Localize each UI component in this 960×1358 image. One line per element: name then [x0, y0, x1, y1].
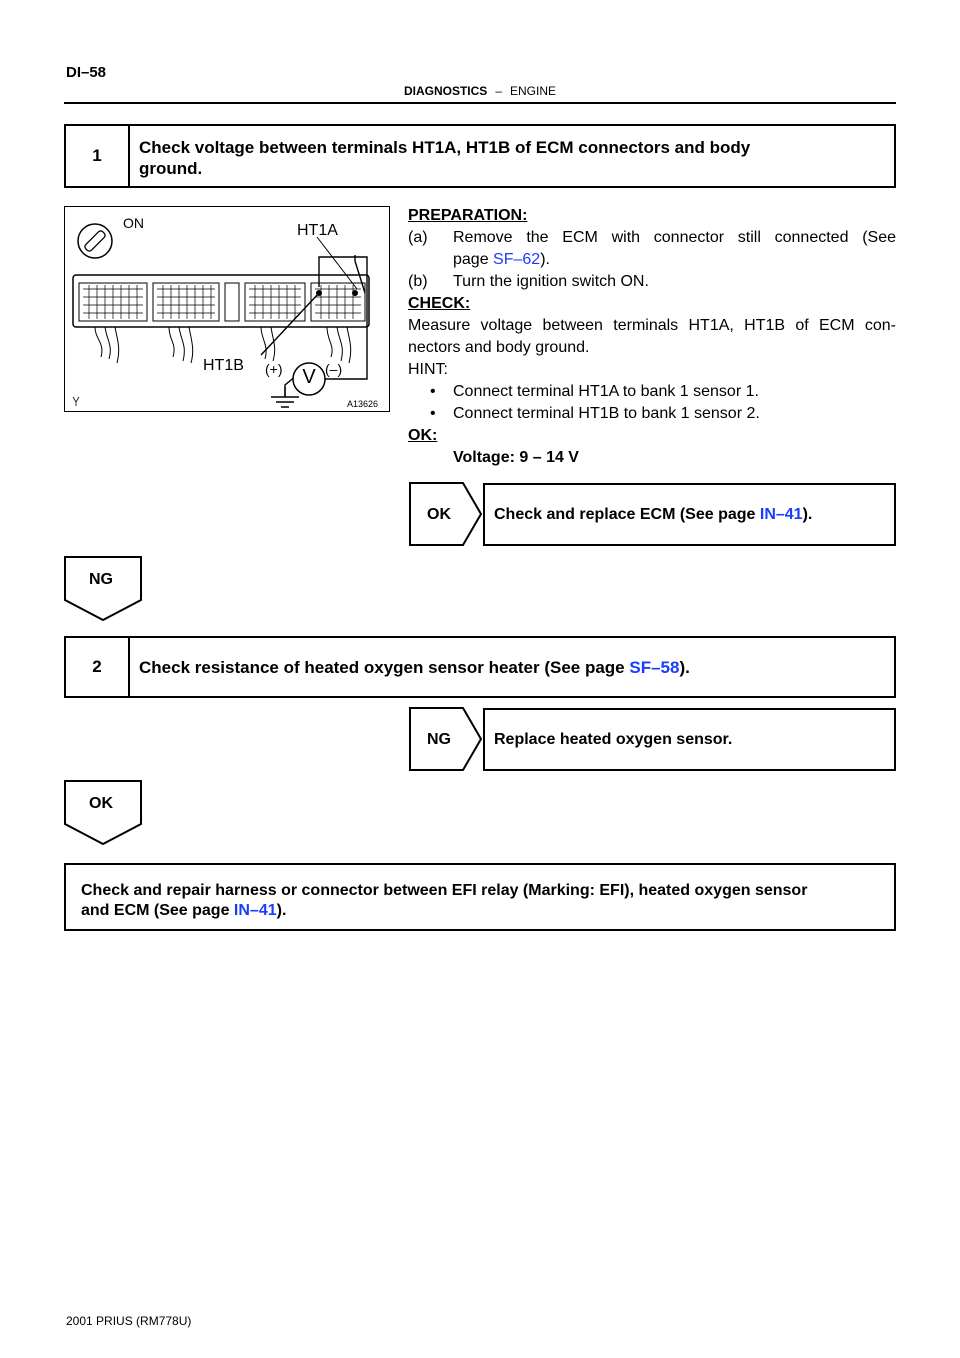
ok-value: Voltage: 9 – 14 V — [453, 449, 579, 466]
header-separator: – — [495, 84, 502, 98]
check-line1: Measure voltage between terminals HT1A, HT1B of ECM con- — [408, 317, 896, 334]
figure-label-ht1b: HT1B — [203, 357, 244, 374]
ecm-connector-diagram — [65, 207, 389, 411]
result-1-text: Check and replace ECM (See page IN–41). — [494, 506, 813, 523]
procedure-text — [408, 205, 896, 469]
step-1-number: 1 — [66, 126, 130, 186]
step-2-box — [64, 636, 896, 698]
link-sf-62[interactable]: SF–62 — [493, 251, 541, 268]
figure-label-ht1a: HT1A — [297, 222, 338, 239]
prep-step-a-line1: Remove the ECM with connector still connected (See — [453, 229, 896, 246]
ecm-connector-body — [73, 275, 369, 327]
branch-1-tag: NG — [89, 571, 113, 588]
figure-label-on: ON — [123, 215, 144, 231]
result-1-tag: OK — [427, 506, 451, 523]
figure-label-minus: (–) — [325, 361, 343, 377]
ht1a-terminal — [352, 290, 358, 296]
link-in-41-b[interactable]: IN–41 — [233, 902, 277, 919]
header-rule — [64, 102, 896, 104]
link-in-41-a[interactable]: IN–41 — [759, 506, 803, 523]
final-action-box — [64, 863, 896, 931]
prep-step-b: (b) Turn the ignition switch ON. — [408, 273, 649, 290]
header-section — [0, 84, 960, 98]
final-action-line1: Check and repair harness or connector between EFI relay (Marking: EFI), heated oxygen sensor — [81, 882, 808, 899]
step-1-title-line2: ground. — [139, 159, 203, 178]
ecm-connector-figure — [64, 206, 390, 412]
header-section-title: DIAGNOSTICS — [403, 84, 488, 98]
header-subsection: ENGINE — [510, 84, 557, 98]
branch-2-arrow-shape — [64, 780, 144, 846]
step-1-title-line1: Check voltage between terminals HT1A, HT1B of ECM connectors and body — [139, 138, 751, 157]
step-1-title — [139, 137, 750, 179]
hint-item-2: • Connect terminal HT1B to bank 1 sensor 2. — [430, 405, 760, 422]
check-heading: CHECK: — [408, 295, 471, 312]
result-2-text: Replace heated oxygen sensor. — [494, 731, 733, 748]
step-1-box — [64, 124, 896, 188]
branch-1-arrow-shape — [64, 556, 144, 622]
ground-symbol-icon — [271, 387, 299, 407]
ignition-switch-icon — [78, 224, 112, 258]
ht1b-terminal — [316, 290, 322, 296]
hint-heading: HINT: — [408, 361, 448, 378]
corner-mark-icon — [73, 397, 79, 406]
figure-label-plus: (+) — [265, 361, 283, 377]
branch-2-tag: OK — [89, 795, 113, 812]
hint-item-1: • Connect terminal HT1A to bank 1 sensor 1. — [430, 383, 759, 400]
final-action-line2: and ECM (See page IN–41). — [81, 902, 287, 919]
link-sf-58[interactable]: SF–58 — [629, 658, 680, 677]
prep-step-a: (a) Remove the ECM with connector still connected (See page SF–62). — [408, 227, 896, 271]
final-action-text — [81, 881, 807, 921]
preparation-heading: PREPARATION: — [408, 207, 528, 224]
check-line2: nectors and body ground. — [408, 339, 590, 356]
figure-code: A13626 — [347, 399, 379, 409]
figure-label-meter: V — [302, 366, 316, 388]
footer-model: 2001 PRIUS (RM778U) — [66, 1314, 192, 1328]
ht1a-pointer — [317, 237, 357, 289]
prep-step-a-line2: page SF–62). — [453, 251, 550, 268]
result-1-box — [483, 483, 896, 546]
step-2-number: 2 — [66, 638, 130, 696]
ok-heading: OK: — [408, 427, 438, 444]
result-2-tag: NG — [427, 731, 451, 748]
result-2-box — [483, 708, 896, 771]
step-2-title: Check resistance of heated oxygen sensor heater (See page SF–58). — [139, 658, 690, 677]
page-id: DI–58 — [66, 64, 107, 81]
